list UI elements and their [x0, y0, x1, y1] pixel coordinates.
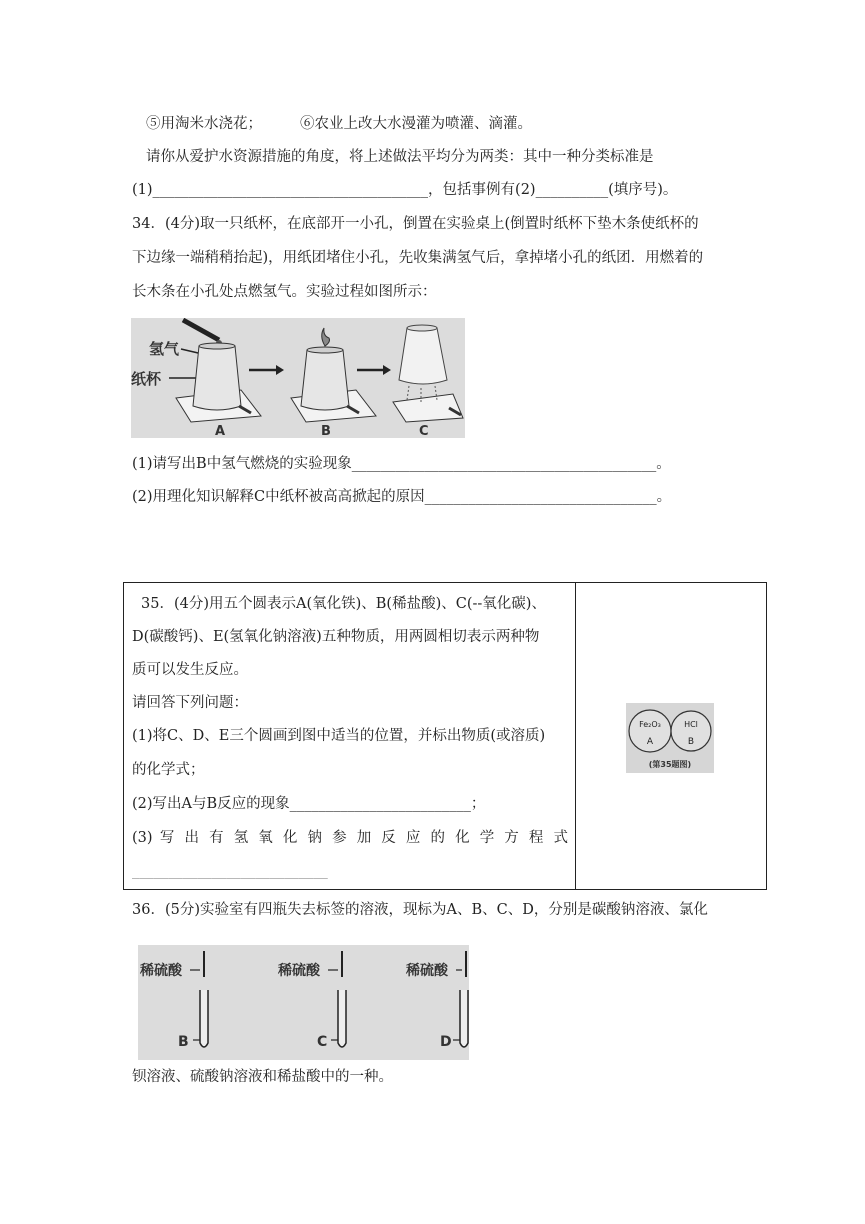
q35-line-1: 35．(4分)用五个圆表示A(氧化铁)、B(稀盐酸)、C(--氧化碳)、	[141, 596, 546, 612]
q35-line-9: ___________________________	[132, 863, 328, 879]
q34-line-3: 长木条在小孔处点燃氢气。实验过程如图所示：	[132, 284, 437, 300]
reagent-label-2: 稀硫酸	[278, 963, 320, 979]
circles-figure	[626, 703, 714, 773]
q35-line-5: (1)将C、D、E三个圆画到图中适当的位置，并标出物质(或溶质)	[132, 728, 546, 744]
circle-b-letter: B	[687, 737, 695, 747]
q35-line-8: (3) 写 出 有 氢 氧 化 钠 参 加 反 应 的 化 学 方 程 式	[132, 830, 568, 846]
q35-line-2: D(碳酸钙)、E(氢氧化钠溶液)五种物质，用两圆相切表示两种物	[132, 629, 540, 645]
q36-line-1: 36．(5分)实验室有四瓶失去标签的溶液，现标为A、B、C、D，分别是碳酸钠溶液、氯化	[132, 902, 708, 918]
label-hydrogen: 氢气	[149, 340, 180, 358]
q34-sub-question-1: (1)请写出B中氢气燃烧的实验现象__________________________________________。	[132, 456, 671, 472]
panel-label-b: B	[321, 424, 331, 438]
label-paper-cup: 纸杯	[131, 370, 162, 388]
hydrogen-cup-figure	[131, 318, 465, 438]
tube-label-b: B	[178, 1034, 189, 1050]
q33-item-6: ⑥农业上改大水漫灌为喷灌、滴灌。	[300, 116, 532, 132]
table-divider	[575, 583, 576, 889]
panel-label-a: A	[215, 424, 226, 438]
q35-line-4: 请回答下列问题：	[132, 695, 248, 711]
q34-line-2: 下边缘一端稍稍抬起)，用纸团堵住小孔，先收集满氢气后，拿掉堵小孔的纸团．用燃着的	[132, 250, 704, 266]
q34-sub-question-2: (2)用理化知识解释C中纸杯被高高掀起的原因________________________________。	[132, 489, 672, 505]
q34-line-1: 34．(4分)取一只纸杯，在底部开一小孔，倒置在实验桌上(倒置时纸杯下垫木条使纸杯的	[132, 216, 699, 232]
q33-prompt: 请你从爱护水资源措施的角度，将上述做法平均分为两类：其中一种分类标准是	[146, 149, 654, 165]
q33-item-5: ⑤用淘米水浇花；	[146, 116, 262, 132]
q35-line-7: (2)写出A与B反应的现象_________________________；	[132, 796, 486, 812]
circle-a-formula: Fe₂O₃	[639, 720, 661, 729]
tube-label-c: C	[317, 1034, 328, 1050]
q35-line-3: 质可以发生反应。	[132, 662, 248, 678]
figure-caption: (第35题图)	[648, 760, 692, 769]
circle-b-formula: HCl	[684, 720, 698, 729]
test-tubes-figure	[138, 945, 469, 1060]
panel-label-c: C	[419, 424, 429, 438]
reagent-label-1: 稀硫酸	[140, 963, 182, 979]
q36-line-2: 钡溶液、硫酸钠溶液和稀盐酸中的一种。	[132, 1069, 393, 1085]
reagent-label-3: 稀硫酸	[406, 963, 448, 979]
tube-label-d: D	[440, 1034, 452, 1050]
q35-line-6: 的化学式；	[132, 762, 205, 778]
q33-answer-line: (1)______________________________________，包括事例有(2)__________(填序号)。	[132, 182, 678, 198]
circle-a-letter: A	[646, 737, 654, 747]
